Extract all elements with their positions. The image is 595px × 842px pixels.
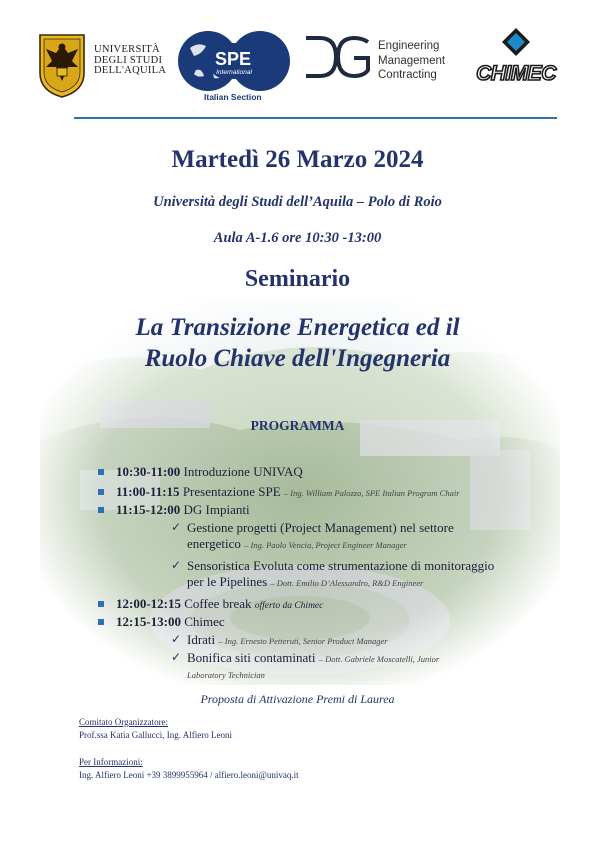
program-item <box>98 484 460 500</box>
checkmark-icon: ✓ <box>171 520 182 534</box>
subitem-line-text: Bonifica siti contaminati <box>187 650 316 665</box>
dg-logo-line: Contracting <box>378 69 437 81</box>
spe-logo-caption: Italian Section <box>204 92 262 102</box>
program-label: DG Impianti <box>183 502 250 517</box>
subitem-speaker: – Dott. Gabriele Moscatelli, Junior <box>318 654 440 664</box>
subitem-line <box>187 632 388 650</box>
program-time: 10:30-11:00 <box>116 464 181 479</box>
program-label: Chimec <box>184 614 225 629</box>
dg-monogram-icon <box>302 32 372 82</box>
subitem-line-text: per le Pipelines <box>187 573 268 589</box>
subitem-line-text: energetico <box>187 535 241 551</box>
subitem-line <box>187 650 439 668</box>
seminar-label: Seminario <box>244 266 351 292</box>
program-subitem <box>171 558 494 591</box>
program-item <box>98 614 225 630</box>
checkmark-icon: ✓ <box>171 632 182 646</box>
program-heading: PROGRAMMA <box>250 418 345 433</box>
committee-label: Comitato Organizzatore: <box>79 717 169 727</box>
dg-logo-text <box>378 39 445 83</box>
subitem-speaker: – Ing. Paolo Vencia, Project Engineer Manager <box>244 539 407 550</box>
spe-logo-text: SPE <box>214 49 252 69</box>
chimec-logo-text: CHIMEC <box>476 62 556 85</box>
header-divider <box>74 117 557 119</box>
program-subitem <box>171 650 439 683</box>
subitem-line <box>187 574 494 592</box>
subitem-line-text: Idrati <box>187 632 216 647</box>
square-bullet-icon <box>98 469 104 475</box>
univaq-logo-line: DEGLI STUDI <box>94 54 163 66</box>
info-contact: Ing. Alfiero Leoni +39 3899955964 / alfiero.leoni@univaq.it <box>79 770 299 780</box>
subitem-speaker: – Dott. Emilio D’Alessandro, R&D Engineer <box>270 577 424 588</box>
seminar-title-line-1: La Transizione Energetica ed il <box>135 314 460 341</box>
subitem-speaker: – Ing. Ernesto Petteruti, Senior Product Manager <box>218 636 388 646</box>
event-room-time: Aula A-1.6 ore 10:30 -13:00 <box>213 230 382 246</box>
committee-names: Prof.ssa Katia Gallucci, Ing. Alfiero Leoni <box>79 730 232 740</box>
square-bullet-icon <box>98 489 104 495</box>
info-label: Per Informazioni: <box>79 757 143 767</box>
square-bullet-icon <box>98 507 104 513</box>
square-bullet-icon <box>98 601 104 607</box>
checkmark-icon: ✓ <box>171 558 182 572</box>
program-item <box>98 502 250 518</box>
checkmark-icon: ✓ <box>171 650 182 664</box>
subitem-line: Sensoristica Evoluta come strumentazione di monitoraggio <box>187 558 495 573</box>
univaq-eagle-crest-icon <box>36 33 88 99</box>
program-item <box>98 464 303 480</box>
premi-laurea-note: Proposta di Attivazione Premi di Laurea <box>200 692 395 706</box>
dg-logo-line: Engineering <box>378 40 440 52</box>
program-note: offerto da Chimec <box>254 601 324 611</box>
program-subitem <box>171 632 388 650</box>
dg-logo-line: Management <box>378 54 446 67</box>
subitem-line: Gestione progetti (Project Management) nel settore <box>187 520 454 535</box>
univaq-logo-text <box>94 45 166 77</box>
spe-logo <box>176 28 294 108</box>
program-speaker: – Ing. William Palozzo, SPE Italian Program Chair <box>283 488 460 498</box>
univaq-logo-line: DELL'AQUILA <box>94 65 167 76</box>
program-item <box>98 596 323 612</box>
spe-logo-subtext: International <box>216 69 252 76</box>
chimec-diamond-icon <box>466 26 566 62</box>
chimec-logo <box>466 26 566 88</box>
spe-globe-icon <box>176 28 294 92</box>
program-time: 12:15-13:00 <box>116 614 181 629</box>
program-label: Presentazione SPE <box>182 484 281 499</box>
event-date: Martedì 26 Marzo 2024 <box>171 146 424 173</box>
univaq-logo-line: UNIVERSITÀ <box>94 44 160 55</box>
program-time: 11:15-12:00 <box>116 502 181 517</box>
program-time: 12:00-12:15 <box>116 596 181 611</box>
dg-logo <box>302 32 462 94</box>
program-label: Coffee break <box>184 596 252 611</box>
seminar-title-line-2: Ruolo Chiave dell'Ingegneria <box>144 345 451 372</box>
program-time: 11:00-11:15 <box>116 484 180 499</box>
subitem-line <box>187 536 454 554</box>
program-subitem <box>171 520 454 553</box>
event-venue: Università degli Studi dell’Aquila – Polo di Roio <box>153 194 442 210</box>
program-label: Introduzione UNIVAQ <box>183 464 303 479</box>
square-bullet-icon <box>98 619 104 625</box>
univaq-logo <box>36 33 176 99</box>
subitem-speaker-continued: Laboratory Technician <box>187 669 265 680</box>
